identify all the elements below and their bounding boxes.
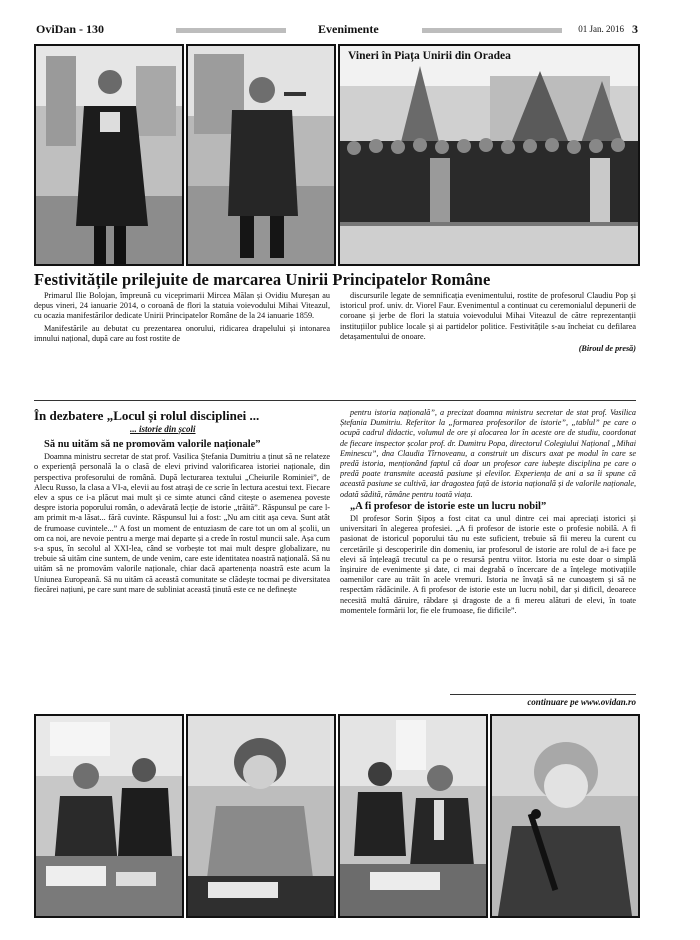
page-header xyxy=(36,22,638,38)
photo-panel-members xyxy=(34,714,184,918)
article1-column-left xyxy=(34,291,330,346)
paragraph: Doamna ministru secretar de stat prof. Vasilica Ștefania Dumitriu a ținut să ne relateze o experiență personală la o clasă de elevi privind valorificarea istoriei naționale, din perspectiva profesorului de română. După lecturarea textului „Cheiurile Rominiei”, de Alecu Russo, la clasa a VI-a, elevii au fost atrași de ce scrie în lectura acestui text. Fiecare elev a spus ce i-a plăcut mai mult și ce simte atunci când citește o asemenea poveste despre istoria poporului român, o adevărată lecție de istorie „trăită”. Răspunsul pe care l-am primit m-a lăsat... fără cuvinte. Răspunsul lui a fost: „Nu am citit așa ceva. Sunt atât de frumoase cuvintele...” A fost un moment de entuziasm de care tot un om al școlii, un om ca noi, are nevoie pentru a merge mai departe și a crede în rostul muncii sale. Așa cum s-a spus, în secolul al XXI-lea, când se vorbește tot mai mult despre globalizare, nu trebuie să uităm cine suntem, de unde venim, care este identitatea noastră națională. Să nu uităm să ne promovăm valorile naționale, chiar dacă apartenența noastră este acum la Uniunea Europeană. Să nu uităm că această comunitate se clădește tocmai pe diversitatea fiecărei națiuni, pe care sunt mare de subliniat această ținută este ce ne definește xyxy=(34,452,330,594)
photo-mayor-speech xyxy=(34,44,184,266)
article-title-history-debate: În dezbatere „Locul și rolul disciplinei ... xyxy=(34,408,260,423)
subheading-noble-profession: „A fi profesor de istorie este un lucru nobil” xyxy=(350,500,547,512)
article2-column-right xyxy=(340,408,636,694)
photo-head-table xyxy=(338,714,488,918)
paragraph: discursurile legate de semnificația evenimentului, rostite de profesorul Claudiu Pop și istoricul prof. univ. dr. Viorel Faur. Evenimentul a continuat cu ceremonialul depunerii de coroane și jerbe de flori la statuia voievodului Mihai Viteazul de către reprezentanții instituțiilor publice locale și ai partidelor politice. Festivitățile s-au încheiat cu defilarea detașamentului de onoare. xyxy=(340,291,636,341)
publication-name: OviDan - 130 xyxy=(36,22,105,36)
article2-column-left xyxy=(34,438,330,700)
section-name: Evenimente xyxy=(318,22,379,36)
article1-column-right xyxy=(340,291,636,354)
paragraph: pentru istoria națională”, a precizat doamna ministru secretar de stat prof. Vasilica Ștefania Dumitriu. Referitor la „formarea profesorilor de istorie”, „tablul” pe care o ocupă cadrul didactic, volumul de ore și alocarea lor în aceste ore de studiu, coordonat de fiecare inspector școlar prof. dr. Dumitru Popa, directorul Colegiului Național „Mihai Eminescu”, dna Claudia Tîrnoveanu, a construit un discurs axat pe modul în care se predă istoria, menționând faptul că doar un profesor care iubește disciplina pe care o predă poate transmite această pasiune și elevilor. Experiența de ani a sa îi spune că această pasiune se cultivă, iar dragostea față de istoria națională și de valorile naționale, odată sădită, rămâne pentru toată viața. xyxy=(340,408,636,499)
paragraph: Dl profesor Sorin Șipoș a fost citat ca unul dintre cei mai apreciați istorici și universitari în alegerea profesiei. „A fi profesor de istorie este o profesie nobilă. A fi pasionat de istoricul poporului tău nu este suficient, trebuie să fii mereu la curent cu cercetările și descoperirile din domeniu, iar profesorul de istorie are rolul de a-i face pe elevi să înțeleagă trecutul ca pe o resursă pentru viitor. Istoria nu este doar o simplă înșiruire de evenimente și date, ci mai degrabă o încercare de a înțelege motivațiile oamenilor care au trăit în acele vremuri. Istoria ne învață să ne cunoaștem și să ne respectăm rădăcinile. A fi profesor de istorie este un lucru nobil, dar și dificil, deoarece necesită multă dăruire, răbdare și dragoste de a fi mereu alături de elevi, în toate momentele formării lor, fie ele frumoase, fie dificile”. xyxy=(340,514,636,615)
press-office-credit: (Biroul de presă) xyxy=(578,344,636,354)
header-rule-right xyxy=(422,28,562,33)
article-kicker: ... istorie din școli xyxy=(130,424,196,434)
page-number: 3 xyxy=(632,22,638,36)
paragraph: Manifestările au debutat cu prezentarea onorului, ridicarea drapelului și intonarea imnului național, după care au fost rostite de xyxy=(34,323,330,343)
photo-caption: Vineri în Piața Unirii din Oradea xyxy=(348,50,511,62)
paragraph: Primarul Ilie Bolojan, împreună cu viceprimarii Mircea Mălan și Ovidiu Mureșan au depus vineri, 24 ianuarie 2014, o coroană de flori la statuia voievodului Mihai Viteazul, cu ocazia manifestărilor dedicate Unirii Principatelor Române de la 24 ianuarie 1859. xyxy=(34,291,330,321)
article-title-union-festivities: Festivitățile prilejuite de marcarea Unirii Principatelor Române xyxy=(34,270,491,289)
subheading-national-values: Să nu uităm să ne promovăm valorile naționale” xyxy=(44,439,261,450)
photo-woman-microphone xyxy=(490,714,640,918)
issue-date: 01 Jan. 2016 xyxy=(578,24,624,34)
photo-union-square-crowd xyxy=(338,44,640,266)
photo-woman-speaker xyxy=(186,714,336,918)
photo-historian-speech xyxy=(186,44,336,266)
continued-rule xyxy=(450,694,636,695)
header-rule-left xyxy=(176,28,286,33)
section-divider xyxy=(34,400,636,401)
continued-link[interactable]: continuare pe www.ovidan.ro xyxy=(527,697,636,707)
